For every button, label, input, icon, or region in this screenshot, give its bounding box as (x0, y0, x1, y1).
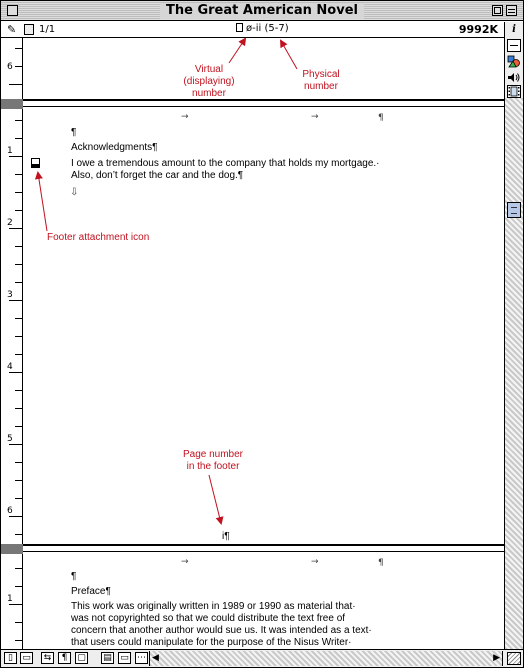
vertical-scrollbar[interactable] (504, 98, 523, 649)
ruler-label: 4 (7, 362, 13, 372)
ruler-label: 3 (7, 290, 13, 300)
tab-arrow: → (181, 112, 189, 122)
window-title: The Great American Novel (160, 3, 364, 19)
document-status-bar (1, 22, 504, 38)
right-toolbar (504, 22, 523, 98)
more-options-button[interactable]: ⋯ (137, 653, 146, 663)
arrow-footer-icon (38, 173, 47, 231)
annotation-footer-icon: Footer attachment icon (47, 232, 150, 243)
draft-view-button[interactable]: ▭ (20, 652, 33, 664)
close-box-icon[interactable] (7, 5, 18, 16)
arrow-virtual (229, 39, 245, 63)
clipboard-button[interactable]: ▢ (75, 652, 88, 664)
down-arrow-icon: ⇩ (70, 187, 79, 198)
ruler-label: 6 (7, 62, 13, 72)
zoom-box-icon[interactable] (492, 5, 503, 16)
tab-arrow: → (311, 557, 319, 567)
body-line[interactable]: that users could manipulate for the purpose of the Nisus Writer· (71, 637, 352, 648)
page-heading[interactable]: Acknowledgments¶ (71, 142, 158, 153)
memory-readout: 9992K (458, 23, 498, 36)
footer-page-number[interactable]: i¶ (222, 531, 230, 542)
tab-arrow: → (311, 112, 319, 122)
scroll-right-arrow-icon[interactable]: ▶ (493, 653, 500, 663)
film-icon[interactable] (507, 85, 521, 98)
ruler-label: 6 (7, 506, 13, 516)
page-indicator-text: ø-ii (5-7) (246, 23, 289, 34)
pilcrow-mark: ¶ (378, 113, 384, 123)
pilcrow-mark: ¶ (378, 558, 384, 568)
resize-grip-icon[interactable] (507, 652, 521, 665)
page-icon (236, 23, 243, 32)
pilcrow: ¶ (71, 127, 77, 138)
sound-icon[interactable] (507, 71, 521, 84)
page-heading[interactable]: Preface¶ (71, 586, 111, 597)
ruler-toggle-button[interactable]: ⇆ (41, 652, 54, 664)
info-icon[interactable]: i (512, 24, 516, 35)
annotation-page-number: Page number in the footer (182, 449, 244, 472)
windowshade-icon[interactable] (506, 5, 517, 16)
title-bar[interactable] (1, 1, 523, 21)
pilcrow: ¶ (71, 571, 77, 582)
page-break (1, 99, 504, 107)
body-line[interactable]: I owe a tremendous amount to the company that holds my mortgage.· (71, 158, 380, 169)
annotation-virtual: Virtual (displaying) number (183, 64, 235, 99)
body-line[interactable]: This work was originally written in 1989 or 1990 as material that· (71, 601, 356, 612)
scroll-left-arrow-icon[interactable]: ◀ (152, 653, 159, 663)
body-line[interactable]: Also, don’t forget the car and the dog.¶ (71, 170, 244, 181)
page-view-button[interactable]: ▯ (4, 652, 17, 664)
footer-attachment-icon[interactable] (31, 158, 40, 168)
body-line[interactable]: concern that another author would sue us. It was intended as a text· (71, 625, 372, 636)
ruler-icon[interactable] (507, 39, 521, 52)
show-invisibles-button[interactable]: ¶ (58, 652, 71, 664)
page-count: 1/1 (39, 24, 56, 35)
vertical-scroll-thumb[interactable] (507, 202, 521, 218)
ruler-label: 2 (7, 218, 13, 228)
column-view-button[interactable]: ▭ (118, 652, 131, 664)
body-line[interactable]: was not copyrighted so that we could distribute the text free of (71, 613, 346, 624)
bottom-toolbar (1, 649, 523, 667)
page-indicator[interactable] (236, 23, 289, 34)
ruler-label: 1 (7, 146, 13, 156)
page-layout-button[interactable]: ▤ (101, 652, 114, 664)
graphic-icon[interactable] (507, 55, 521, 68)
arrow-physical (281, 41, 297, 69)
annotation-physical: Physical number (302, 69, 340, 92)
tab-arrow: → (181, 557, 189, 567)
pencil-icon[interactable]: ✎ (7, 23, 17, 36)
arrow-page-number (209, 475, 221, 523)
ruler-label: 1 (7, 594, 13, 604)
document-icon[interactable] (24, 24, 34, 35)
page-break (1, 544, 504, 552)
ruler-label: 5 (7, 434, 13, 444)
vertical-ruler (1, 38, 23, 651)
horizontal-scrollbar[interactable] (149, 651, 503, 666)
